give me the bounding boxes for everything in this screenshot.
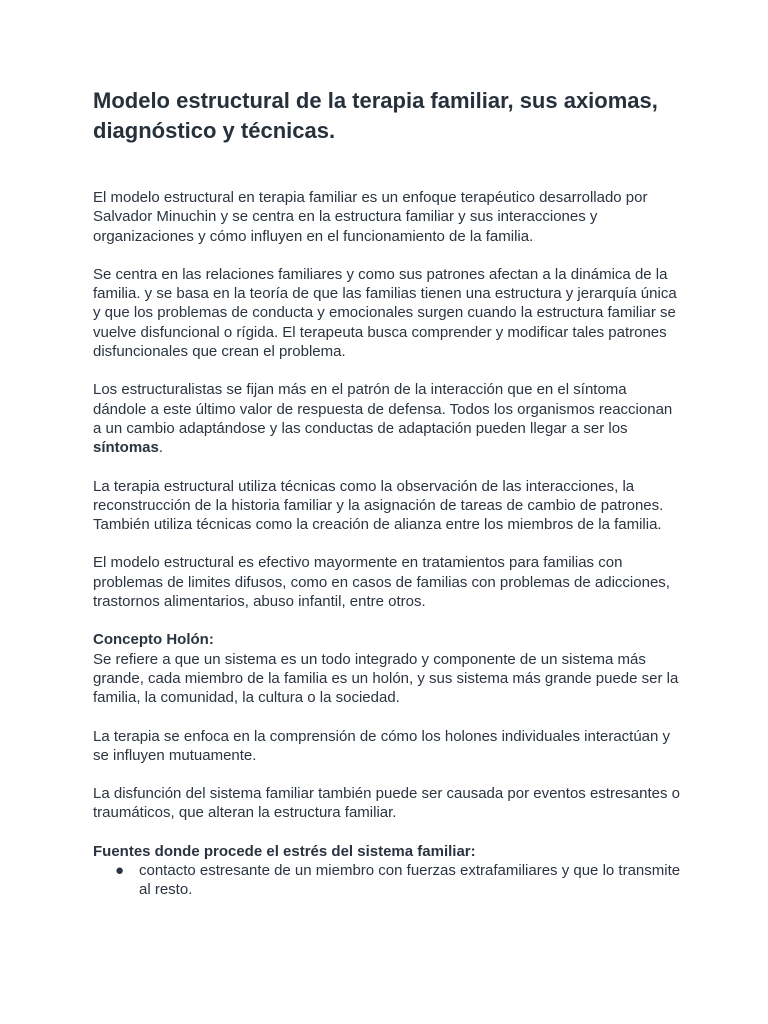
paragraph-intro: El modelo estructural en terapia familiar es un enfoque terapéutico desarrollado por Salvador Minuchin y se centra en la estructura familiar y sus interacciones y organizaciones y cómo influyen en el funcionamiento de la familia.: [93, 189, 648, 245]
paragraph-disfuncion: La disfunción del sistema familiar también puede ser causada por eventos estresantes o traumáticos, que alteran la estructura familiar.: [93, 785, 680, 822]
holon-heading: Concepto Holón:: [93, 631, 214, 649]
paragraph-relaciones: Se centra en las relaciones familiares y como sus patrones afectan a la dinámica de la familia. y se basa en la teoría de que las familias tienen una estructura y jerarquía única y que los problemas de conducta y emocionales surgen cuando la estructura familiar se vuelve disfuncional o rígida. El terapeuta busca comprender y modificar tales patrones disfuncionales que crean el problema.: [93, 265, 677, 361]
bullet-icon: ●: [115, 862, 125, 880]
paragraph-tecnicas: La terapia estructural utiliza técnicas como la observación de las interacciones, la reconstrucción de la historia familiar y la asignación de tareas de cambio de patrones. También utiliza técnicas como la creación de alianza entre los miembros de la familia.: [93, 477, 664, 534]
paragraph-estructuralistas: [93, 380, 683, 457]
paragraph-holones-interaccion: La terapia se enfoca en la comprensión de cómo los holones individuales interactúan y se influyen mutuamente.: [93, 727, 671, 764]
list-item-text: contacto estresante de un miembro con fuerzas extrafamiliares y que lo transmite al resto.: [139, 862, 681, 899]
document-title: Modelo estructural de la terapia familiar, sus axiomas, diagnóstico y técnicas.: [93, 88, 658, 143]
paragraph-estructuralistas-end: .: [158, 439, 164, 457]
fuentes-list: [93, 861, 683, 900]
paragraph-estructuralistas-text: Los estructuralistas se fijan más en el patrón de la interacción que en el síntoma dándole a este último valor de respuesta de defensa. Todos los organismos reaccionan a un cambio adaptándose y las conductas de adaptación pueden llegar a ser los: [93, 381, 673, 437]
list-item: [93, 861, 683, 900]
sintomas-bold-text: síntomas: [93, 439, 159, 457]
paragraph-holon: Se refiere a que un sistema es un todo integrado y componente de un sistema más grande, cada miembro de la familia es un holón, y sus sistema más grande puede ser la familia, la comunidad, la cultura o la sociedad.: [93, 650, 679, 707]
paragraph-efectividad: El modelo estructural es efectivo mayormente en tratamientos para familias con problemas de limites difusos, como en casos de familias con problemas de adicciones, trastornos alimentarios, abuso infantil, entre otros.: [93, 554, 670, 611]
document-page: [93, 86, 683, 900]
fuentes-heading: Fuentes donde procede el estrés del sistema familiar:: [93, 842, 476, 860]
